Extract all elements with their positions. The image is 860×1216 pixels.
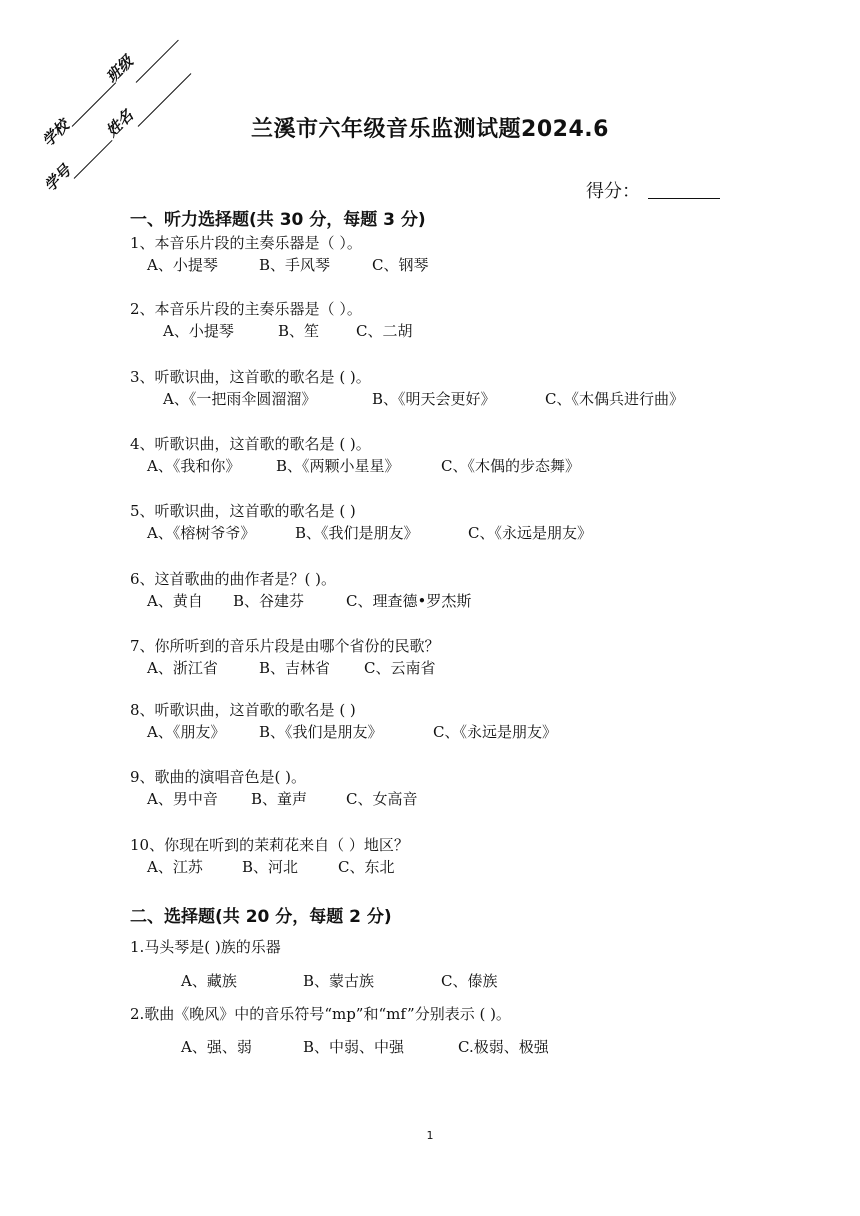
option: C.极弱、极强 — [458, 1038, 549, 1056]
option: C、女高音 — [346, 790, 418, 808]
page-title: 兰溪市六年级音乐监测试题2024.6 — [251, 117, 609, 142]
option: A、《一把雨伞圆溜溜》 — [163, 390, 317, 408]
question-text: 7、你所听到的音乐片段是由哪个省份的民歌？ — [130, 637, 440, 655]
class-blank — [136, 40, 179, 83]
score-blank — [648, 198, 720, 199]
question-text: 1、本音乐片段的主奏乐器是（ ）。 — [130, 234, 362, 252]
question-text: 3、听歌识曲，这首歌的歌名是 ( )。 — [130, 368, 371, 386]
option: A、江苏 — [147, 858, 203, 876]
student-info-block — [0, 0, 220, 220]
question-text: 4、听歌识曲，这首歌的歌名是 ( )。 — [130, 435, 371, 453]
school-label: 学校 — [38, 116, 73, 151]
option: C、《永远是朋友》 — [468, 524, 592, 542]
option: B、蒙古族 — [303, 972, 375, 990]
option: A、小提琴 — [147, 256, 218, 274]
option: A、小提琴 — [163, 322, 234, 340]
option: B、《两颗小星星》 — [276, 457, 400, 475]
number-label: 学号 — [40, 161, 75, 196]
question-text: 9、歌曲的演唱音色是( )。 — [130, 768, 307, 786]
number-blank — [74, 140, 113, 179]
option: A、浙江省 — [147, 659, 218, 677]
option: A、黄自 — [147, 592, 203, 610]
question-text: 5、听歌识曲，这首歌的歌名是 ( ) — [130, 502, 356, 520]
section-heading: 一、听力选择题(共 30 分，每题 3 分) — [130, 210, 426, 230]
option: B、《明天会更好》 — [372, 390, 496, 408]
option: C、理查德•罗杰斯 — [346, 592, 472, 610]
option: C、《木偶兵进行曲》 — [545, 390, 684, 408]
section-heading: 二、选择题(共 20 分，每题 2 分) — [130, 907, 392, 927]
option: B、《我们是朋友》 — [259, 723, 383, 741]
option: B、童声 — [251, 790, 308, 808]
option: C、《木偶的步态舞》 — [441, 457, 580, 475]
question-text: 2、本音乐片段的主奏乐器是（ ）。 — [130, 300, 362, 318]
option: A、《朋友》 — [147, 723, 226, 741]
question-text: 6、这首歌曲的曲作者是？( )。 — [130, 570, 337, 588]
option: B、谷建芬 — [233, 592, 305, 610]
option: B、中弱、中强 — [303, 1038, 405, 1056]
option: C、《永远是朋友》 — [433, 723, 557, 741]
option: B、河北 — [242, 858, 299, 876]
option: C、傣族 — [441, 972, 498, 990]
option: C、二胡 — [356, 322, 413, 340]
question-text: 10、你现在听到的茉莉花来自（ ）地区？ — [130, 836, 409, 854]
option: C、钢琴 — [372, 256, 429, 274]
option: C、东北 — [338, 858, 395, 876]
question-text: 8、听歌识曲，这首歌的歌名是 ( ) — [130, 701, 356, 719]
option: C、云南省 — [364, 659, 436, 677]
option: B、手风琴 — [259, 256, 331, 274]
question-text: 1.马头琴是( )族的乐器 — [130, 938, 281, 956]
option: B、吉林省 — [259, 659, 331, 677]
option: A、男中音 — [147, 790, 218, 808]
name-label: 姓名 — [102, 106, 137, 141]
page-number: 1 — [426, 1129, 434, 1142]
option: A、《榕树爷爷》 — [147, 524, 256, 542]
option: B、笙 — [278, 322, 320, 340]
score-label: 得分： — [586, 181, 640, 202]
option: B、《我们是朋友》 — [295, 524, 419, 542]
option: A、《我和你》 — [147, 457, 241, 475]
question-text: 2.歌曲《晚风》中的音乐符号“mp”和“mf”分别表示 ( )。 — [130, 1005, 511, 1023]
option: A、藏族 — [181, 972, 237, 990]
option: A、强、弱 — [181, 1038, 252, 1056]
class-label: 班级 — [102, 52, 137, 87]
